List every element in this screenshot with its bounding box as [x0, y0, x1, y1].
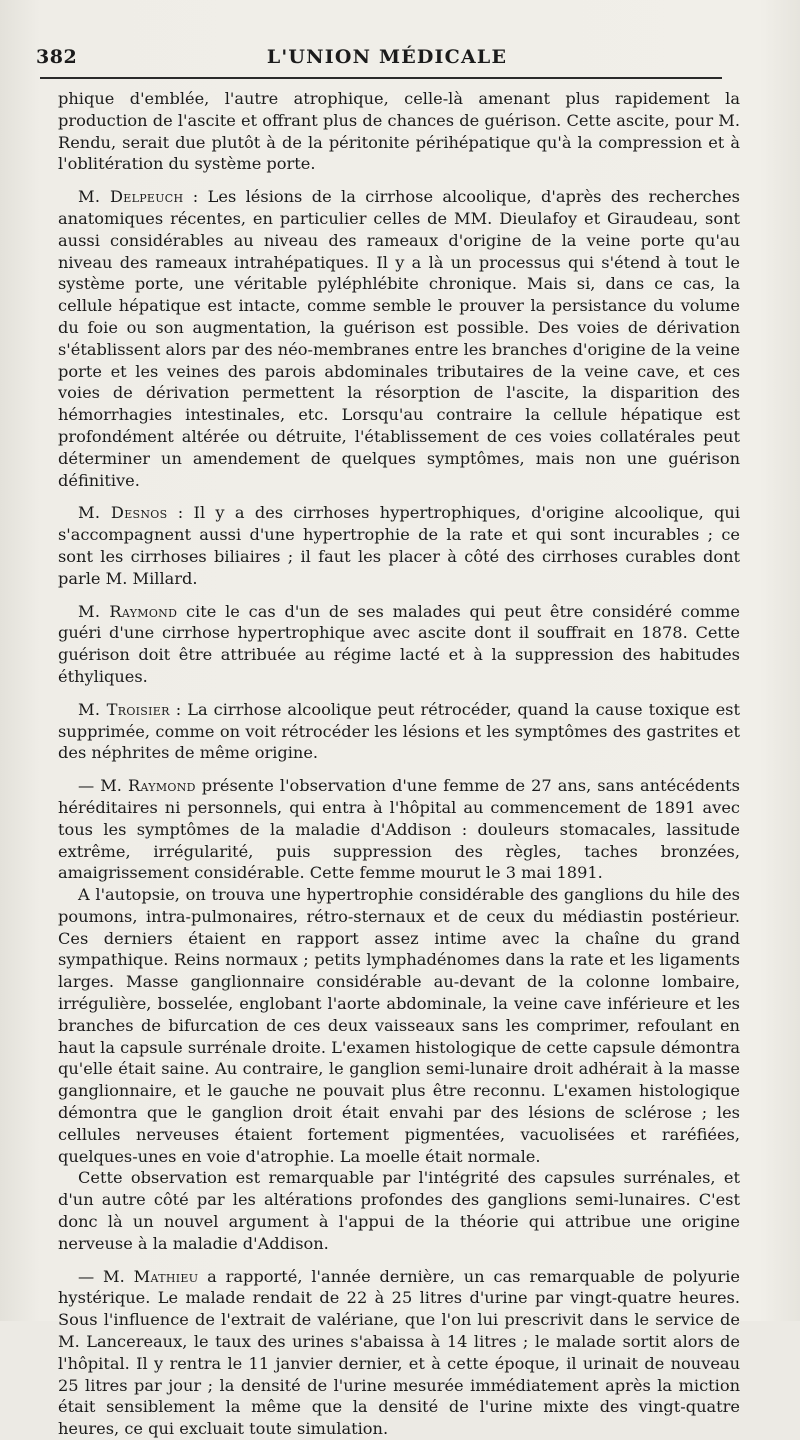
speaker-name: Mathieu [133, 1266, 199, 1286]
speaker-name: M. Desnos [78, 503, 168, 523]
header-rule [40, 77, 722, 79]
paragraph-conclusion: Cette observation est remarquable par l'intégrité des capsules surrénales, et d'un autre côté par les altérations profondes des ganglions semi-lunaires. C'est donc là un nouvel argument à l'appui de la théorie qui attribue une origine nerveuse à la maladie d'Addison. [58, 1168, 740, 1253]
article-body [58, 88, 740, 1440]
speaker-name: M. Troisier [78, 699, 170, 719]
running-title: L'UNION MÉDICALE [266, 46, 508, 68]
paragraph-mathieu: — M. Mathieu a rapporté, l'année dernière, un cas remarquable de polyurie hystérique. Le malade rendait de 22 à 25 litres d'urine par vingt-quatre heures. Sous l'influence de l'extrait de valériane, que l'on lui prescrivit dans le service de M. Lancereaux, le taux des urines s'abaissa à 14 litres ; le malade sortit alors de l'hôpital. Il y rentra le 11 janvier dernier, et à cette époque, il urinait de nouveau 25 litres par jour ; la densité de l'urine mesurée immédiatement après la miction était sensiblement la même que la densité de l'urine mixte des vingt-quatre heures, ce qui excluait toute simulation. [58, 1266, 741, 1439]
paragraph-troisier: M. Troisier : La cirrhose alcoolique peut rétrocéder, quand la cause toxique est supprimée, comme on voit rétrocéder les lésions et les symptômes des gastrites et des néphrites de même origine. [58, 699, 740, 763]
paragraph-continuation: phique d'emblée, l'autre atrophique, celle-là amenant plus rapidement la production de l'ascite et offrant plus de chances de guérison. Cette ascite, pour M. Rendu, serait due plutôt à de la péritonite périhépatique qu'à la compression et à l'oblitération du système porte. [58, 89, 740, 174]
page-number: 382 [36, 46, 78, 68]
speaker-name: M. Delpeuch [78, 187, 184, 207]
page-header [36, 44, 738, 74]
speaker-name: Raymond [127, 776, 196, 796]
speaker-name: M. Raymond [78, 601, 178, 621]
paragraph-delpeuch: M. Delpeuch : Les lésions de la cirrhose alcoolique, d'après des recherches anatomiques récentes, en particulier celles de MM. Dieulafoy et Giraudeau, sont aussi considérables au niveau des rameaux d'origine de la veine porte qu'au niveau des rameaux intrahépatiques. Il y a là un processus qui s'étend à tout le système porte, une véritable pyléphlébite chronique. Mais si, dans ce cas, la cellule hépatique est intacte, comme semble le prouver la persistance du volume du foie ou son augmentation, la guérison est possible. Des voies de dérivation s'établissent alors par des néo-membranes entre les branches d'origine de la veine porte et les veines des parois abdominales tributaires de la veine cave, et ces voies de dérivation permettent la résorption de l'ascite, la disparition des hémorrhagies intestinales, etc. Lorsqu'au contraire la cellule hépatique est profondément altérée ou détruite, l'établissement de ces voies collatérales peut déterminer un amendement de quelques symptômes, mais non une guérison définitive. [58, 187, 740, 490]
paragraph-desnos: M. Desnos : Il y a des cirrhoses hypertrophiques, d'origine alcoolique, qui s'accompagnent aussi d'une hypertrophie de la rate et qui sont incurables ; ce sont les cirrhoses biliaires ; il faut les placer à côté des cirrhoses curables dont parle M. Millard. [58, 503, 740, 588]
paragraph-raymond-addison: — M. Raymond présente l'observation d'une femme de 27 ans, sans antécédents héréditaires ni personnels, qui entra à l'hôpital au commencement de 1891 avec tous les symptômes de la maladie d'Addison : douleurs stomacales, lassitude extrême, irrégularité, puis suppression des règles, taches bronzées, amaigrissement considérable. Cette femme mourut le 3 mai 1891. [58, 776, 740, 883]
paragraph-autopsy: A l'autopsie, on trouva une hypertrophie considérable des ganglions du hile des poumons, intra-pulmonaires, rétro-sternaux et de ceux du médiastin postérieur. Ces derniers étaient en rapport assez intime avec la chaîne du grand sympathique. Reins normaux ; petits lymphadénomes dans la rate et les ligaments larges. Masse ganglionnaire considérable au-devant de la colonne lombaire, irrégulière, bosselée, englobant l'aorte abdominale, la veine cave inférieure et les branches de bifurcation de ces deux vaisseaux sans les comprimer, refoulant en haut la capsule surrénale droite. L'examen histologique de cette capsule démontra qu'elle était saine. Au contraire, le ganglion semi-lunaire droit adhérait à la masse ganglionnaire, et le gauche ne pouvait plus être reconnu. L'examen histologique démontra que le ganglion droit était envahi par des lésions de sclérose ; les cellules nerveuses étaient fortement pigmentées, vacuolisées et raréfiées, quelques-unes en voie d'atrophie. La moelle était normale. [58, 885, 740, 1166]
paragraph-raymond-cirrhose: M. Raymond cite le cas d'un de ses malades qui peut être considéré comme guéri d'une cirrhose hypertrophique avec ascite dont il souffrait en 1878. Cette guérison doit être attribuée au régime lacté et à la suppression des habitudes éthyliques. [58, 601, 740, 686]
